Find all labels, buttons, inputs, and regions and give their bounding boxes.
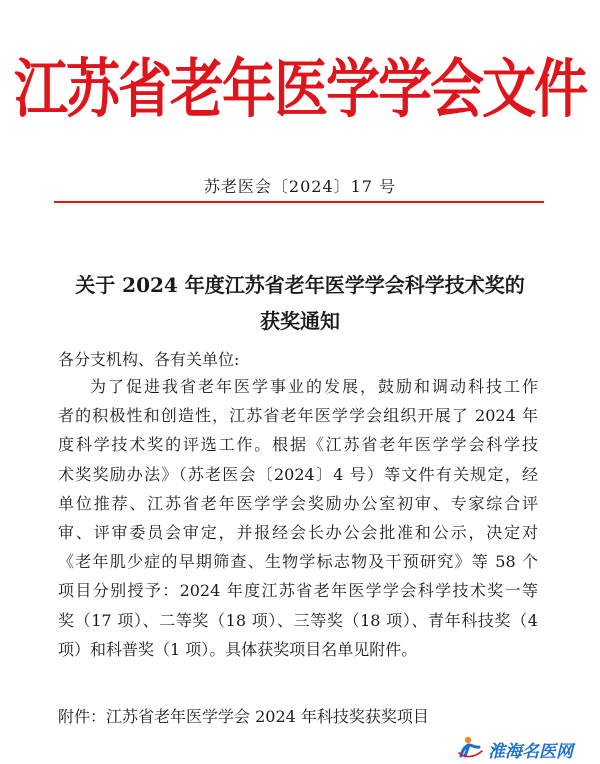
body-line: 项）和科普奖（1 项）。具体获奖项目名单见附件。 bbox=[58, 639, 418, 659]
body-line: 审、评审委员会审定，并报经会长办公会批准和公示，决定对 bbox=[58, 523, 538, 543]
person-figure-logo-icon bbox=[456, 735, 484, 763]
watermark-text: 淮海名医网 bbox=[488, 741, 573, 762]
salutation: 各分支机构、各有关单位: bbox=[58, 350, 240, 369]
notice-title-line-1: 关于 2024 年度江苏省老年医学学会科学技术奖的 bbox=[75, 273, 525, 297]
document-header-title: 江苏省老年医学学会文件 bbox=[14, 52, 586, 127]
notice-title-line-2: 获奖通知 bbox=[260, 309, 340, 333]
attachment-line: 附件：江苏省老年医学学会 2024 年科技奖获奖项目 bbox=[58, 707, 429, 726]
body-line: 项目分别授予：2024 年度江苏省老年医学学会科学技术奖一等 bbox=[58, 581, 538, 601]
body-line: 为了促进我省老年医学事业的发展，鼓励和调动科技工作 bbox=[90, 377, 538, 396]
site-watermark bbox=[456, 736, 600, 762]
notice-title bbox=[0, 267, 600, 339]
notice-body bbox=[58, 372, 538, 664]
body-line: 奖（17 项）、二等奖（18 项）、三等奖（18 项）、青年科技奖（4 bbox=[58, 610, 538, 630]
body-line: 度科学技术奖的评选工作。根据《江苏省老年医学学会科学技 bbox=[58, 435, 538, 455]
body-line: 单位推荐、江苏省老年医学学会奖励办公室初审、专家综合评 bbox=[58, 493, 538, 513]
body-line: 术奖奖励办法》（苏老医会〔2024〕4 号）等文件有关规定，经 bbox=[58, 464, 538, 484]
document-number: 苏老医会〔2024〕17 号 bbox=[203, 177, 397, 196]
red-divider-line bbox=[54, 201, 544, 203]
body-line: 者的积极性和创造性，江苏省老年医学学会组织开展了 2024 年 bbox=[58, 406, 538, 426]
body-line: 《老年肌少症的早期筛查、生物学标志物及干预研究》等 58 个 bbox=[58, 552, 538, 572]
